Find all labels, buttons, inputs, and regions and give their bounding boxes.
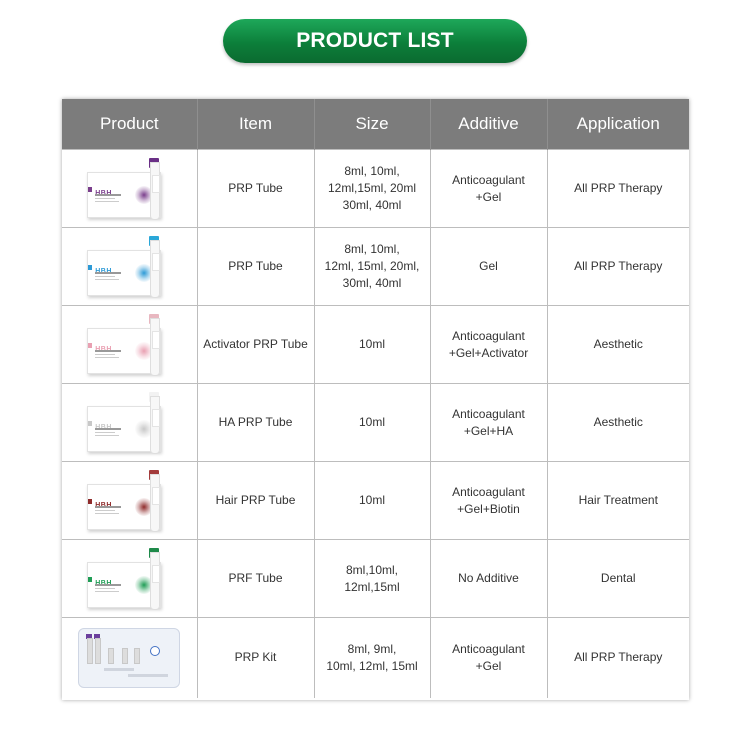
additive-cell: Anticoagulant +Gel [430,150,547,228]
additive-cell: No Additive [430,540,547,618]
size-cell: 8ml, 10ml, 12ml, 15ml, 20ml, 30ml, 40ml [314,228,430,306]
additive-cell: Anticoagulant +Gel+HA [430,384,547,462]
item-cell: PRP Tube [197,150,314,228]
size-cell: 10ml [314,462,430,540]
header-additive: Additive [430,99,547,150]
header-product: Product [62,99,197,150]
item-cell: Hair PRP Tube [197,462,314,540]
product-box-image [87,548,171,610]
table-row [62,618,689,698]
size-cell: 8ml, 10ml, 12ml,15ml, 20ml 30ml, 40ml [314,150,430,228]
additive-cell: Anticoagulant +Gel+Biotin [430,462,547,540]
application-cell: Dental [547,540,689,618]
size-cell: 10ml [314,306,430,384]
product-box-image [87,314,171,376]
header-size: Size [314,99,430,150]
application-cell: All PRP Therapy [547,150,689,228]
table-row [62,306,689,384]
item-cell: HA PRP Tube [197,384,314,462]
product-box-image [87,236,171,298]
table-row [62,228,689,306]
product-image-cell [62,384,197,462]
item-cell: PRF Tube [197,540,314,618]
product-box-image [87,158,171,220]
product-image-cell [62,462,197,540]
item-cell: PRP Tube [197,228,314,306]
item-cell: PRP Kit [197,618,314,698]
product-box-image [87,470,171,532]
item-cell: Activator PRP Tube [197,306,314,384]
product-image-cell [62,228,197,306]
product-image-cell [62,306,197,384]
application-cell: Aesthetic [547,384,689,462]
size-cell: 8ml, 9ml, 10ml, 12ml, 15ml [314,618,430,698]
application-cell: Hair Treatment [547,462,689,540]
application-cell: All PRP Therapy [547,228,689,306]
table-row [62,540,689,618]
header-item: Item [197,99,314,150]
product-image-cell [62,150,197,228]
size-cell: 10ml [314,384,430,462]
size-cell: 8ml,10ml, 12ml,15ml [314,540,430,618]
product-image-cell [62,618,197,698]
product-image-cell [62,540,197,618]
table-row [62,150,689,228]
table-header-row [62,99,689,150]
prp-kit-image [78,628,180,688]
product-box-image [87,392,171,454]
additive-cell: Gel [430,228,547,306]
application-cell: Aesthetic [547,306,689,384]
product-table [62,99,689,700]
application-cell: All PRP Therapy [547,618,689,698]
additive-cell: Anticoagulant +Gel [430,618,547,698]
product-list-title: PRODUCT LIST [223,19,527,63]
additive-cell: Anticoagulant +Gel+Activator [430,306,547,384]
table-row [62,462,689,540]
table-row [62,384,689,462]
header-application: Application [547,99,689,150]
